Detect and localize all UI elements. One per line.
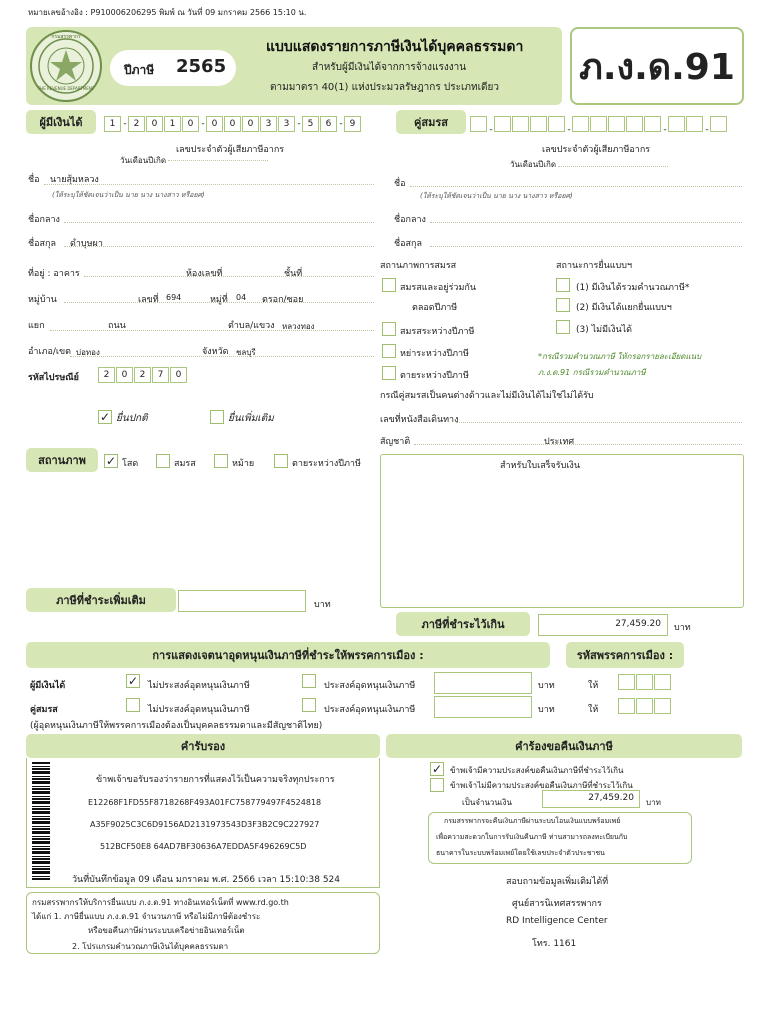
status-died: ตายระหว่างปีภาษี (292, 459, 361, 469)
zip-label: รหัสไปรษณีย์ (28, 373, 79, 383)
party-spouse-no-checkbox[interactable] (126, 698, 140, 712)
tambon: หลวงทอง (282, 322, 315, 331)
fill-line (456, 422, 742, 423)
overpaid-tax-unit: บาท (674, 623, 691, 633)
id-digit: 1 (164, 116, 181, 132)
additional-tax-input[interactable] (178, 590, 306, 612)
party-spouse-yes: ประสงค์อุดหนุนเงินภาษี (324, 705, 416, 715)
zip-digit: 7 (152, 367, 169, 383)
filing-fs3-checkbox[interactable] (556, 320, 570, 334)
amphoe-label: อำเภอ/เขต (28, 347, 71, 357)
fill-line (430, 246, 742, 247)
marital-opt1-checkbox[interactable] (382, 278, 396, 292)
id-digit: 0 (206, 116, 223, 132)
normal-filing-checkbox[interactable]: ✓ (99, 410, 111, 424)
overpaid-tax-label: ภาษีที่ชำระไว้เกิน (396, 612, 530, 636)
empty-digit-cell[interactable] (710, 116, 727, 132)
party-taxpayer-code[interactable] (618, 674, 672, 693)
empty-digit-cell[interactable] (572, 116, 589, 132)
info-line-3: หรือขอคืนภาษีผ่านระบบเครือข่ายอินเทอร์เน็ต (88, 926, 245, 935)
status-widowed: หม้าย (232, 459, 255, 469)
taxpayer-name: นายสุ้มหลวง (50, 175, 99, 185)
overpaid-tax-value[interactable]: 27,459.20 (538, 614, 668, 636)
info-line-1: กรมสรรพากรให้บริการยื่นแบบ ภ.ง.ด.91 ทางอินเทอร์เน็ตที่ www.rd.go.th (32, 898, 289, 907)
logo-text-th: กรมสรรพากร (51, 34, 81, 40)
spouse-name-label: ชื่อ (394, 179, 406, 189)
status-married: สมรส (174, 459, 196, 469)
province-label: จังหวัด (202, 347, 229, 357)
party-taxpayer-yes: ประสงค์อุดหนุนเงินภาษี (324, 681, 416, 691)
spouse-middle-label: ชื่อกลาง (394, 215, 426, 225)
spouse-name-hint: (ให้ระบุให้ชัดเจนว่าเป็น นาย นาง นางสาว หรือยศ) (420, 192, 573, 200)
foreign-spouse-note: กรณีคู่สมรสเป็นคนต่างด้าวและไม่มีเงินได้ไม่ใช่ไม่ได้รับ (380, 391, 594, 401)
id-digit: 2 (128, 116, 145, 132)
empty-digit-cell[interactable] (668, 116, 685, 132)
logo-text: THE REVENUE DEPARTMENT (37, 86, 95, 91)
passport-label: เลขที่หนังสือเดินทาง (380, 415, 459, 425)
house-no-label: เลขที่ (138, 295, 159, 305)
marital-opt2: สมรสระหว่างปีภาษี (400, 327, 475, 337)
refund-header: คำร้องขอคืนเงินภาษี (386, 734, 742, 758)
floor-label: ชั้นที่ (284, 269, 303, 279)
id-digit: 3 (260, 116, 277, 132)
party-spouse-label: คู่สมรส (30, 705, 58, 715)
additional-tax-unit: บาท (314, 600, 331, 610)
empty-digit-cell[interactable] (644, 116, 661, 132)
party-header: การแสดงเจตนาอุดหนุนเงินภาษีที่ชำระให้พรรคการเมือง : (26, 642, 550, 668)
additional-filing-checkbox[interactable] (210, 410, 224, 424)
party-taxpayer-unit: บาท (538, 681, 555, 691)
country-label: ประเทศ (544, 437, 575, 447)
filing-fs3: (3) ไม่มีเงินได้ (576, 325, 632, 335)
empty-digit-cell[interactable] (512, 116, 529, 132)
form-subtitle-2: ตามมาตรา 40(1) แห่งประมวลรัษฎากร ประเภทเดียว (270, 82, 499, 93)
fill-line (64, 302, 374, 303)
filing-fs2: (2) มีเงินได้แยกยื่นแบบฯ (576, 303, 672, 313)
id-digit: 1 (104, 116, 121, 132)
marital-opt4-checkbox[interactable] (382, 366, 396, 380)
party-spouse-unit: บาท (538, 705, 555, 715)
empty-digit-cell[interactable] (590, 116, 607, 132)
road-label: ถนน (108, 321, 126, 331)
province: ชลบุรี (236, 348, 256, 357)
refund-no: ข้าพเจ้าไม่มีความประสงค์ขอคืนเงินภาษีที่ชำระไว้เกิน (450, 781, 633, 790)
status-single: โสด (122, 459, 139, 469)
id-digit: 0 (146, 116, 163, 132)
additional-filing-label: ยื่นเพิ่มเติม (228, 413, 274, 424)
fill-line (44, 184, 374, 185)
fill-line (410, 186, 742, 187)
filing-fs1: (1) มีเงินได้รวมคำนวณภาษี* (576, 283, 690, 293)
marital-status-label: สถานภาพการสมรส (380, 261, 457, 271)
empty-digit-cell[interactable] (618, 698, 635, 714)
empty-digit-cell[interactable] (608, 116, 625, 132)
cert-header: คำรับรอง (26, 734, 380, 758)
status-single-checkbox[interactable]: ✓ (105, 454, 117, 468)
middle-name-label: ชื่อกลาง (28, 215, 60, 225)
reference-number: หมายเลขอ้างอิง : P910006206295 พิมพ์ ณ วันที่ 09 มกราคม 2566 15:10 น. (28, 8, 307, 17)
address-building-label: ที่อยู่ : อาคาร (28, 269, 80, 279)
marital-opt1b: ตลอดปีภาษี (412, 303, 458, 313)
empty-digit-cell[interactable] (470, 116, 487, 132)
additional-tax-label: ภาษีที่ชำระเพิ่มเติม (26, 588, 176, 612)
party-taxpayer-to: ให้ (588, 681, 599, 691)
info-line-2: ได้แก่ 1. ภาษียื่นแบบ ภ.ง.ด.91 จำนวนภาษี หรือไม่มีภาษีต้องชำระ (32, 912, 261, 921)
tambon-label: ตำบล/แขวง (228, 321, 275, 331)
refund-unit: บาท (646, 798, 661, 807)
fill-line (64, 222, 374, 223)
house-no: 694 (166, 293, 182, 302)
refund-amount-label: เป็นจำนวนเงิน (462, 798, 512, 807)
cert-hash-2: A35F9025C3C6D9156AD2131973543D3F3B2C9C227927 (90, 820, 320, 829)
fill-line (430, 222, 742, 223)
refund-amount[interactable]: 27,459.20 (542, 790, 640, 808)
fill-line (414, 444, 742, 445)
name-hint: (ให้ระบุให้ชัดเจนว่าเป็น นาย นาง นางสาว หรือยศ) (52, 191, 205, 199)
taxpayer-id-caption: เลขประจำตัวผู้เสียภาษีอากร (176, 145, 285, 155)
id-digit: 0 (182, 116, 199, 132)
party-taxpayer-no-checkbox[interactable]: ✓ (127, 674, 139, 688)
moo-label: หมู่ที่ (210, 295, 228, 305)
marital-opt3: หย่าระหว่างปีภาษี (400, 349, 469, 359)
filing-status-label: สถานะการยื่นแบบฯ (556, 261, 633, 271)
yaek-label: แยก (28, 321, 45, 331)
party-note: (ผู้อุดหนุนเงินภาษีให้พรรคการเมืองต้องเป็นบุคคลธรรมดาและมีสัญชาติไทย) (30, 721, 323, 731)
nationality-label: สัญชาติ (380, 437, 411, 447)
empty-digit-cell[interactable] (636, 698, 653, 714)
notice-2: เพื่อความสะดวกในการรับเงินคืนภาษี ท่านสามารถลงทะเบียนกับ (436, 833, 628, 841)
marital-opt4: ตายระหว่างปีภาษี (400, 371, 469, 381)
id-digit: 0 (224, 116, 241, 132)
party-spouse-yes-checkbox[interactable] (302, 698, 316, 712)
contact-1: สอบถามข้อมูลเพิ่มเติมได้ที่ (506, 877, 609, 887)
surname: ดำบุษผา (70, 239, 103, 249)
surname-label: ชื่อสกุล (28, 239, 56, 249)
empty-digit-cell[interactable] (494, 116, 511, 132)
taxpayer-dob-label: วันเดือนปีเกิด (120, 156, 167, 165)
receipt-label: สำหรับใบเสร็จรับเงิน (500, 461, 580, 471)
party-code-label: รหัสพรรคการเมือง : (566, 642, 684, 668)
fill-line (64, 246, 374, 247)
refund-yes-checkbox[interactable]: ✓ (431, 762, 443, 776)
cert-hash-3: 512BCF50E8 64AD7BF30636A7EDDA5F496269C5D (100, 842, 307, 851)
zip-digit: 2 (134, 367, 151, 383)
cert-recorded: วันที่บันทึกข้อมูล 09 เดือน มกราคม พ.ศ. 2566 เวลา 15:10:38 524 (72, 875, 341, 885)
amphoe: บ่อทอง (76, 348, 100, 357)
form-code: ภ.ง.ด.91 (570, 27, 744, 105)
id-digit: 6 (320, 116, 337, 132)
spouse-dob-label: วันเดือนปีเกิด (510, 160, 557, 169)
tax-year-label: ปีภาษี (124, 63, 155, 77)
spouse-id-caption: เลขประจำตัวผู้เสียภาษีอากร (542, 145, 651, 155)
cert-text: ข้าพเจ้าขอรับรองว่ารายการที่แสดงไว้เป็นความจริงทุกประการ (96, 775, 335, 785)
receipt-area (380, 454, 744, 608)
empty-digit-cell[interactable] (636, 674, 653, 690)
empty-digit-cell[interactable] (618, 674, 635, 690)
spouse-label: คู่สมรส (396, 110, 466, 134)
spouse-surname-label: ชื่อสกุล (394, 239, 422, 249)
contact-2: ศูนย์สารนิเทศสรรพากร (512, 899, 602, 909)
barcode (32, 762, 50, 880)
spouse-note: *กรณีรวมคำนวณภาษี ให้กรอกรายละเอียดแนบ (538, 352, 702, 361)
id-digit: 0 (242, 116, 259, 132)
empty-digit-cell[interactable] (530, 116, 547, 132)
refund-yes: ข้าพเจ้ามีความประสงค์ขอคืนเงินภาษีที่ชำระไว้เกิน (450, 766, 624, 775)
id-digit: 5 (302, 116, 319, 132)
marital-opt2-checkbox[interactable] (382, 322, 396, 336)
status-widowed-checkbox[interactable] (214, 454, 228, 468)
contact-phone: โทร. 1161 (532, 939, 577, 949)
empty-digit-cell[interactable] (548, 116, 565, 132)
filing-fs1-checkbox[interactable] (556, 278, 570, 292)
fill-line (50, 330, 374, 331)
spouse-note-2: ภ.ง.ด.91 กรณีรวมคำนวณภาษี (538, 368, 646, 377)
room-label: ห้องเลขที่ (186, 269, 223, 279)
fill-line (70, 356, 374, 357)
zip-digit: 2 (98, 367, 115, 383)
fill-line (168, 160, 268, 161)
zip-digit: 0 (116, 367, 133, 383)
cert-hash-1: E12268F1FD55F8718268F493A01FC758779497F4524818 (88, 798, 322, 807)
party-taxpayer-amount[interactable] (434, 672, 532, 694)
tax-year: 2565 (176, 56, 227, 77)
spouse-id[interactable]: - - - - (470, 116, 728, 135)
empty-digit-cell[interactable] (626, 116, 643, 132)
taxpayer-id[interactable]: 1 - 2 0 1 0 - 0 0 0 3 3 - 5 6 - 9 (104, 116, 362, 132)
id-digit: 9 (344, 116, 361, 132)
party-spouse-to: ให้ (588, 705, 599, 715)
marital-opt3-checkbox[interactable] (382, 344, 396, 358)
village-label: หมู่บ้าน (28, 295, 57, 305)
party-spouse-amount[interactable] (434, 696, 532, 718)
info-line-4: 2. โปรแกรมคำนวณภาษีเงินได้บุคคลธรรมดา (72, 942, 229, 951)
fill-line (84, 276, 374, 277)
party-taxpayer-no: ไม่ประสงค์อุดหนุนเงินภาษี (148, 681, 250, 691)
zip-digit: 0 (170, 367, 187, 383)
zip-code[interactable] (98, 367, 188, 383)
party-taxpayer-label: ผู้มีเงินได้ (30, 681, 66, 691)
marital-opt1: สมรสและอยู่ร่วมกัน (400, 283, 477, 293)
notice-3: ธนาคารในระบบพร้อมเพย์โดยใช้เลขประจำตัวประชาชน (436, 849, 605, 857)
moo: 04 (236, 293, 247, 302)
status-died-checkbox[interactable] (274, 454, 288, 468)
notice-1: กรมสรรพากรจะคืนเงินภาษีผ่านระบบโอนเงินแบบพร้อมเพย์ (444, 817, 621, 825)
taxpayer-name-label: ชื่อ (28, 175, 40, 185)
party-taxpayer-yes-checkbox[interactable] (302, 674, 316, 688)
status-married-checkbox[interactable] (156, 454, 170, 468)
status-label: สถานภาพ (26, 448, 98, 472)
form-subtitle-1: สำหรับผู้มีเงินได้จากการจ้างแรงงาน (312, 62, 467, 73)
party-spouse-code[interactable] (618, 698, 672, 717)
contact-3: RD Intelligence Center (506, 916, 608, 926)
refund-no-checkbox[interactable] (430, 778, 444, 792)
soi-label: ตรอก/ซอย (262, 295, 304, 305)
fill-line (558, 166, 668, 167)
empty-digit-cell[interactable] (686, 116, 703, 132)
normal-filing-label: ยื่นปกติ (116, 413, 148, 424)
form-title: แบบแสดงรายการภาษีเงินได้บุคคลธรรมดา (266, 39, 524, 55)
taxpayer-label: ผู้มีเงินได้ (26, 110, 96, 134)
filing-fs2-checkbox[interactable] (556, 298, 570, 312)
id-digit: 3 (278, 116, 295, 132)
empty-digit-cell[interactable] (654, 674, 671, 690)
party-spouse-no: ไม่ประสงค์อุดหนุนเงินภาษี (148, 705, 250, 715)
empty-digit-cell[interactable] (654, 698, 671, 714)
